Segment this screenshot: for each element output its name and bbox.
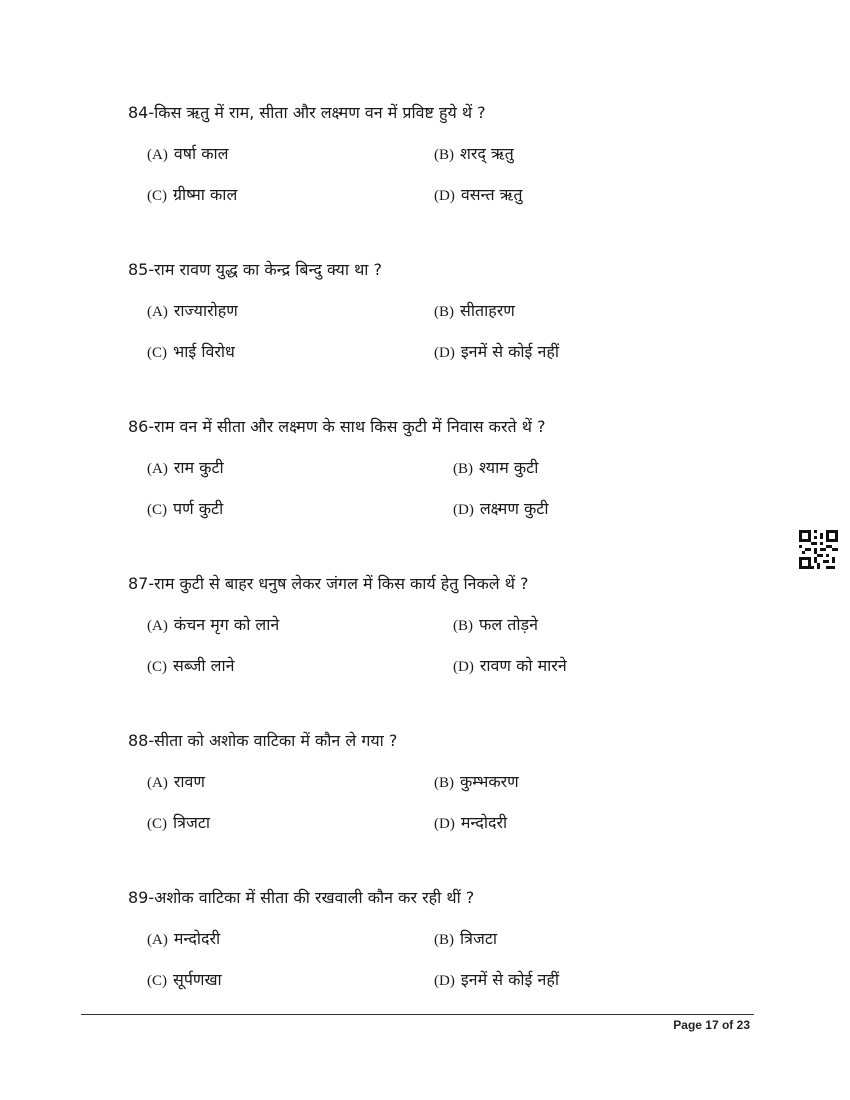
option-letter: (A) (147, 932, 168, 948)
option-b (434, 143, 514, 166)
option-letter: (D) (434, 816, 455, 832)
option-text: त्रिजटा (173, 813, 211, 832)
option-letter: (A) (147, 461, 168, 477)
option-text: सीताहरण (460, 301, 515, 320)
option-letter: (B) (453, 461, 473, 477)
question-text: 84-किस ऋतु में राम, सीता और लक्ष्मण वन में प्रविष्ट हुये थें ? (128, 103, 486, 122)
option-letter: (C) (147, 659, 167, 675)
option-b (434, 771, 519, 794)
option-letter: (D) (434, 188, 455, 204)
option-letter: (C) (147, 345, 167, 361)
option-text: मन्दोदरी (173, 929, 221, 948)
option-text: कुम्भकरण (460, 772, 519, 791)
option-d (434, 184, 522, 207)
option-text: इनमें से कोई नहीं (460, 342, 560, 361)
option-c (147, 655, 235, 678)
option-a (147, 143, 228, 166)
option-text: वसन्त ऋतु (460, 185, 523, 204)
option-d (453, 498, 549, 521)
question-text: 87-राम कुटी से बाहर धनुष लेकर जंगल में किस कार्य हेतु निकले थें ? (128, 574, 529, 593)
option-b (453, 614, 538, 637)
option-a (147, 614, 279, 637)
option-text: इनमें से कोई नहीं (460, 970, 560, 989)
option-letter: (C) (147, 188, 167, 204)
option-letter: (A) (147, 618, 168, 634)
question-text: 85-राम रावण युद्ध का केन्द्र बिन्दु क्या था ? (128, 260, 383, 279)
question-text: 86-राम वन में सीता और लक्ष्मण के साथ किस कुटी में निवास करते थें ? (128, 417, 546, 436)
option-letter: (A) (147, 304, 168, 320)
option-c (147, 812, 210, 835)
option-c (147, 184, 237, 207)
question-text: 88-सीता को अशोक वाटिका में कौन ले गया ? (128, 731, 398, 750)
option-letter: (D) (453, 659, 474, 675)
option-c (147, 969, 222, 992)
option-text: श्याम कुटी (479, 458, 539, 477)
option-letter: (D) (434, 345, 455, 361)
option-c (147, 341, 235, 364)
option-letter: (B) (434, 775, 454, 791)
option-letter: (D) (453, 502, 474, 518)
option-d (434, 341, 559, 364)
option-text: राज्यारोहण (173, 301, 238, 320)
option-text: भाई विरोध (173, 342, 235, 361)
option-letter: (B) (434, 147, 454, 163)
option-text: राम कुटी (173, 458, 224, 477)
qr-code-icon (799, 530, 838, 569)
option-letter: (A) (147, 775, 168, 791)
option-a (147, 300, 238, 323)
option-letter: (C) (147, 502, 167, 518)
option-a (147, 457, 224, 480)
option-text: सूर्पणखा (173, 970, 222, 989)
option-text: ग्रीष्मा काल (173, 185, 238, 204)
option-a (147, 771, 205, 794)
option-letter: (B) (453, 618, 473, 634)
option-text: त्रिजटा (460, 929, 498, 948)
option-d (453, 655, 567, 678)
option-letter: (D) (434, 973, 455, 989)
option-text: सब्जी लाने (173, 656, 235, 675)
option-letter: (B) (434, 304, 454, 320)
option-b (434, 300, 515, 323)
option-b (453, 457, 538, 480)
option-text: मन्दोदरी (460, 813, 508, 832)
option-text: रावण (173, 772, 205, 791)
option-letter: (C) (147, 973, 167, 989)
option-text: वर्षा काल (173, 144, 229, 163)
option-a (147, 928, 220, 951)
option-text: पर्ण कुटी (173, 499, 224, 518)
option-c (147, 498, 223, 521)
option-letter: (B) (434, 932, 454, 948)
option-text: शरद् ऋतु (460, 144, 514, 163)
page-number: Page 17 of 23 (673, 1018, 750, 1032)
question-text: 89-अशोक वाटिका में सीता की रखवाली कौन कर रही थीं ? (128, 888, 475, 907)
option-letter: (A) (147, 147, 168, 163)
option-d (434, 969, 559, 992)
option-letter: (C) (147, 816, 167, 832)
option-b (434, 928, 497, 951)
option-text: फल तोड़ने (479, 615, 538, 634)
option-text: लक्ष्मण कुटी (479, 499, 549, 518)
option-text: रावण को मारने (479, 656, 567, 675)
option-text: कंचन मृग को लाने (173, 615, 280, 634)
footer-divider (81, 1014, 754, 1015)
option-d (434, 812, 507, 835)
